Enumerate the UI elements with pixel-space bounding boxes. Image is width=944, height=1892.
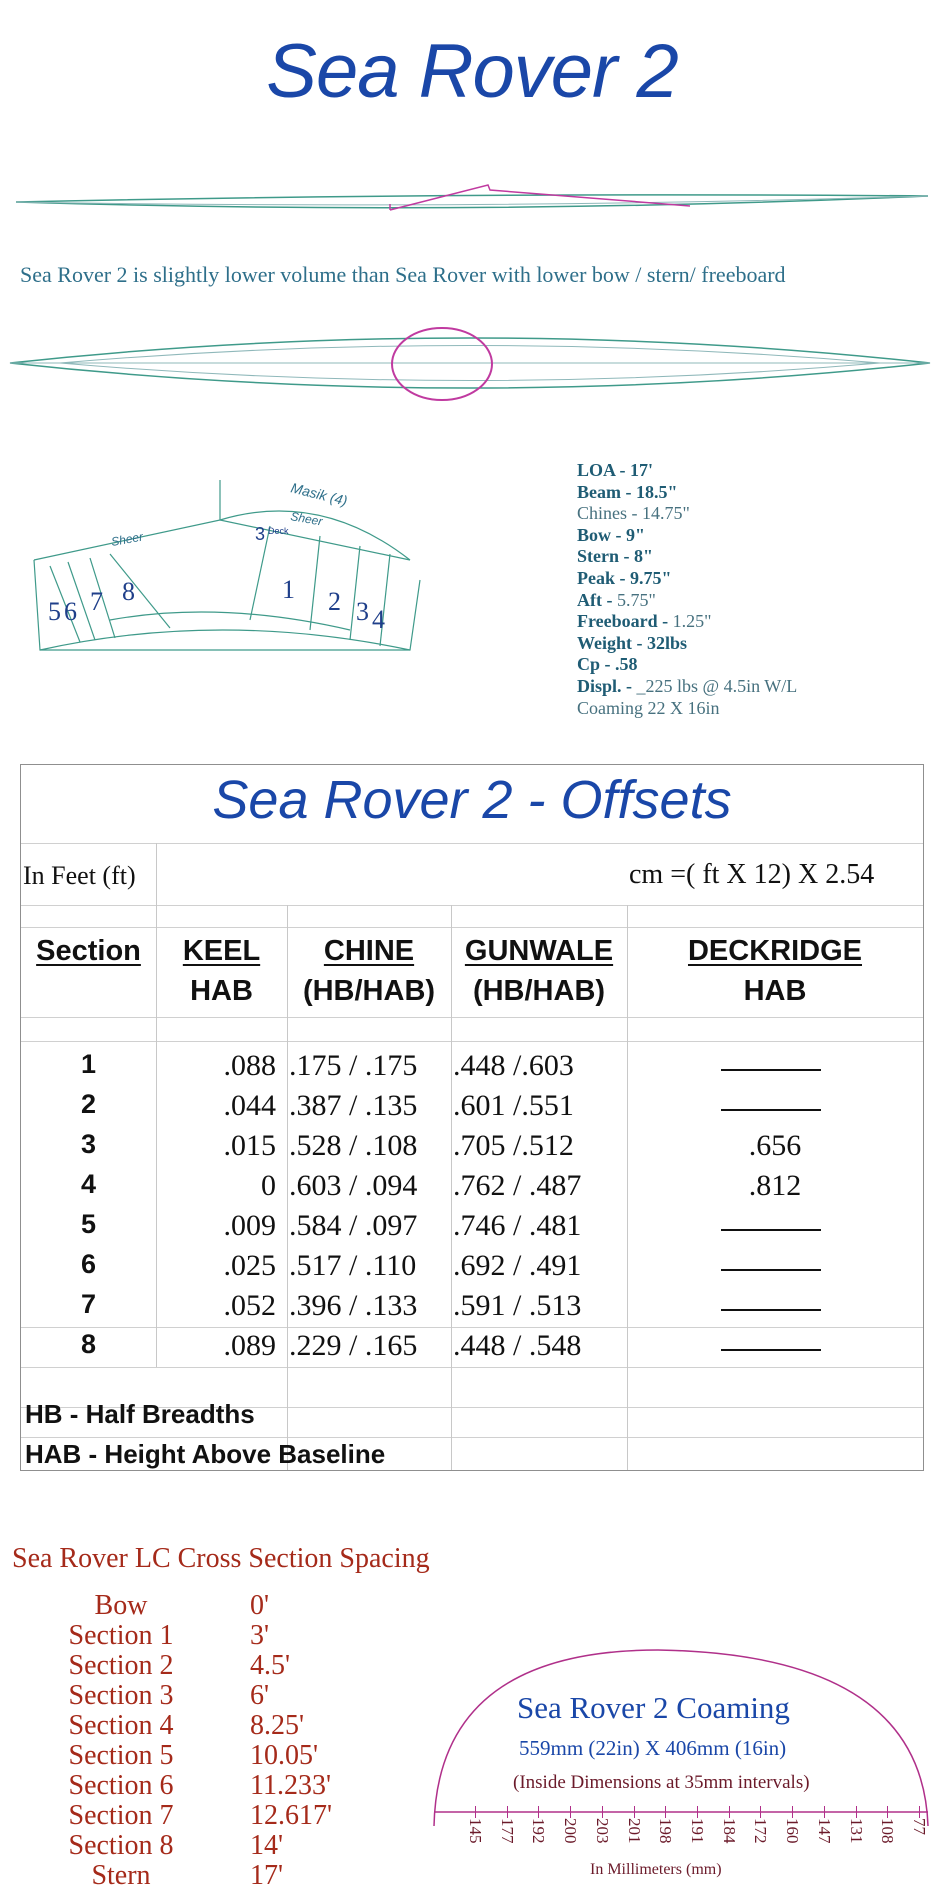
station-6: 6 — [64, 597, 77, 626]
offsets-table — [20, 764, 924, 1471]
deck-number-label: 3 — [255, 524, 266, 544]
row-gunwale: .591 / .513 — [453, 1289, 582, 1322]
header-chine: CHINE — [323, 935, 415, 967]
row-deckridge-dash — [721, 1309, 821, 1311]
spacing-label: Section 8 — [68, 1830, 174, 1861]
spacing-label: Section 1 — [68, 1620, 174, 1651]
spacing-value: 4.5' — [250, 1650, 291, 1681]
row-section: 5 — [80, 1209, 97, 1239]
tagline: Sea Rover 2 is slightly lower volume than Sea Rover with lower bow / stern/ freeboard — [20, 262, 786, 287]
spacing-label: Bow — [94, 1590, 148, 1621]
coaming-tick-label: 200 — [561, 1818, 581, 1844]
row-deckridge: .656 — [748, 1129, 802, 1162]
coaming-tick-mark — [792, 1806, 793, 1818]
coaming-tick-label: 177 — [497, 1818, 517, 1844]
station-5: 5 — [48, 597, 61, 626]
coaming-tick-mark — [919, 1806, 920, 1818]
section-perspective-drawing — [20, 470, 440, 670]
coaming-tick-mark — [824, 1806, 825, 1818]
row-chine: .603 / .094 — [289, 1169, 418, 1202]
coaming-tick-label: 77 — [910, 1818, 929, 1835]
coaming-tick-mark — [570, 1806, 571, 1818]
header-section: Section — [36, 935, 141, 967]
header-deckridge-sub: HAB — [743, 975, 807, 1007]
deck-word-label: Deck — [268, 526, 289, 536]
coaming-tick-label: 191 — [688, 1818, 707, 1844]
spec-bow: Bow - 9" — [577, 524, 645, 545]
header-keel-sub: HAB — [190, 975, 253, 1007]
row-deckridge-dash — [721, 1269, 821, 1271]
row-chine: .387 / .135 — [289, 1089, 418, 1122]
spacing-value: 6' — [250, 1680, 270, 1711]
spacing-title: Sea Rover LC Cross Section Spacing — [12, 1543, 430, 1574]
coaming-tick-mark — [887, 1806, 888, 1818]
coaming-tick-label: 160 — [783, 1818, 803, 1844]
row-deckridge-dash — [721, 1109, 821, 1111]
station-1: 1 — [282, 575, 295, 604]
row-keel: .015 — [223, 1129, 276, 1162]
spacing-value: 17' — [250, 1860, 284, 1891]
coaming-tick-mark — [697, 1806, 698, 1818]
coaming-tick-label: 108 — [878, 1818, 898, 1844]
row-keel: .009 — [223, 1209, 276, 1242]
hull-profile-drawing — [0, 180, 944, 230]
spacing-value: 12.617' — [250, 1800, 333, 1831]
spec-weight: Weight - 32lbs — [577, 632, 688, 653]
coaming-tick-mark — [760, 1806, 761, 1818]
spacing-value: 11.233' — [250, 1770, 332, 1801]
row-keel: .025 — [223, 1249, 276, 1282]
spacing-value: 8.25' — [250, 1710, 305, 1741]
spacing-label: Stern — [91, 1860, 151, 1891]
sheer-left-label: Sheer — [110, 529, 145, 549]
row-section: 1 — [80, 1049, 97, 1079]
coaming-tick-label: 131 — [846, 1818, 866, 1844]
row-section: 3 — [80, 1129, 97, 1159]
coaming-tick-mark — [507, 1806, 508, 1818]
row-keel: .088 — [223, 1049, 276, 1082]
row-deckridge-dash — [721, 1069, 821, 1071]
coaming-axis-label: In Millimeters (mm) — [590, 1861, 722, 1878]
legend-hb: HB - Half Breadths — [25, 1399, 255, 1429]
row-gunwale: .692 / .491 — [453, 1249, 582, 1282]
spacing-value: 10.05' — [250, 1740, 319, 1771]
spacing-label: Section 3 — [68, 1680, 174, 1711]
coaming-tick-label: 198 — [656, 1818, 676, 1844]
spec-list — [577, 460, 797, 719]
coaming-tick-label: 145 — [466, 1818, 485, 1844]
coaming-size: 559mm (22in) X 406mm (16in) — [519, 1736, 787, 1760]
station-7: 7 — [90, 587, 103, 616]
row-section: 7 — [80, 1289, 97, 1319]
spec-beam: Beam - 18.5" — [577, 481, 678, 502]
coaming-tick-mark — [602, 1806, 603, 1818]
row-keel: 0 — [261, 1169, 276, 1202]
row-gunwale: .746 / .481 — [453, 1209, 582, 1242]
coaming-tick-mark — [729, 1806, 730, 1818]
row-chine: .175 / .175 — [289, 1049, 418, 1082]
row-deckridge: .812 — [748, 1169, 802, 1202]
row-gunwale: .705 /.512 — [453, 1129, 574, 1162]
spacing-label: Section 6 — [68, 1770, 174, 1801]
header-deckridge: DECKRIDGE — [687, 935, 862, 967]
coaming-tick-mark — [538, 1806, 539, 1818]
station-2: 2 — [328, 587, 341, 616]
spec-displacement: Displ. - _225 lbs @ 4.5in W/L — [577, 675, 798, 696]
row-section: 6 — [80, 1249, 97, 1279]
spacing-value: 14' — [250, 1830, 284, 1861]
coaming-tick-mark — [665, 1806, 666, 1818]
row-chine: .229 / .165 — [289, 1329, 418, 1362]
coaming-tick-label: 203 — [592, 1818, 612, 1844]
row-chine: .584 / .097 — [289, 1209, 418, 1242]
conversion-formula: cm =( ft X 12) X 2.54 — [629, 859, 875, 890]
spec-freeboard: Freeboard - 1.25" — [577, 611, 712, 632]
spec-aft: Aft - 5.75" — [577, 589, 656, 610]
coaming-tick-mark — [475, 1806, 476, 1818]
station-8: 8 — [122, 577, 135, 606]
spacing-value: 0' — [250, 1590, 270, 1621]
row-gunwale: .601 /.551 — [453, 1089, 574, 1122]
spacing-label: Section 4 — [68, 1710, 174, 1741]
coaming-tick-label: 201 — [624, 1818, 644, 1844]
station-3: 3 — [356, 597, 369, 626]
header-gunwale: GUNWALE — [464, 935, 614, 967]
row-keel: .089 — [223, 1329, 276, 1362]
row-chine: .517 / .110 — [289, 1249, 417, 1282]
row-section: 4 — [80, 1169, 97, 1199]
row-chine: .528 / .108 — [289, 1129, 418, 1162]
units-label: In Feet (ft) — [23, 861, 136, 890]
row-gunwale: .762 / .487 — [453, 1169, 582, 1202]
sheer-right-label: Sheer — [289, 509, 324, 529]
spec-cp: Cp - .58 — [577, 654, 638, 675]
header-chine-sub: (HB/HAB) — [302, 975, 436, 1007]
row-keel: .052 — [223, 1289, 276, 1322]
spacing-label: Section 2 — [68, 1650, 174, 1681]
coaming-tick-label: 192 — [529, 1818, 549, 1844]
spacing-label: Section 5 — [68, 1740, 174, 1771]
coaming-drawing — [428, 1640, 938, 1826]
row-keel: .044 — [223, 1089, 276, 1122]
header-keel: KEEL — [182, 935, 261, 967]
spacing-value: 3' — [250, 1620, 270, 1651]
row-deckridge-dash — [721, 1229, 821, 1231]
spec-stern: Stern - 8" — [577, 546, 653, 567]
spec-peak: Peak - 9.75" — [577, 567, 672, 588]
coaming-note: (Inside Dimensions at 35mm intervals) — [513, 1772, 810, 1793]
row-section: 2 — [80, 1089, 97, 1119]
spec-coaming: Coaming 22 X 16in — [577, 697, 720, 718]
page-title: Sea Rover 2 — [266, 29, 678, 114]
coaming-tick-mark — [634, 1806, 635, 1818]
row-chine: .396 / .133 — [289, 1289, 418, 1322]
coaming-tick-label: 147 — [814, 1818, 834, 1844]
coaming-tick-label: 184 — [719, 1818, 739, 1844]
coaming-tick-mark — [856, 1806, 857, 1818]
hull-plan-drawing — [0, 318, 944, 408]
row-section: 8 — [80, 1329, 97, 1359]
header-gunwale-sub: (HB/HAB) — [472, 975, 606, 1007]
spacing-label: Section 7 — [68, 1800, 174, 1831]
spec-chines: Chines - 14.75" — [577, 503, 690, 524]
offsets-title: Sea Rover 2 - Offsets — [212, 770, 732, 830]
coaming-tick-label: 172 — [751, 1818, 771, 1844]
masik-label: Masik (4) — [289, 479, 349, 509]
station-4: 4 — [372, 605, 385, 634]
row-gunwale: .448 /.603 — [453, 1049, 574, 1082]
legend-hab: HAB - Height Above Baseline — [25, 1439, 386, 1469]
spec-loa: LOA - 17' — [577, 460, 654, 480]
row-deckridge-dash — [721, 1349, 821, 1351]
coaming-title: Sea Rover 2 Coaming — [517, 1690, 790, 1725]
row-gunwale: .448 / .548 — [453, 1329, 582, 1362]
